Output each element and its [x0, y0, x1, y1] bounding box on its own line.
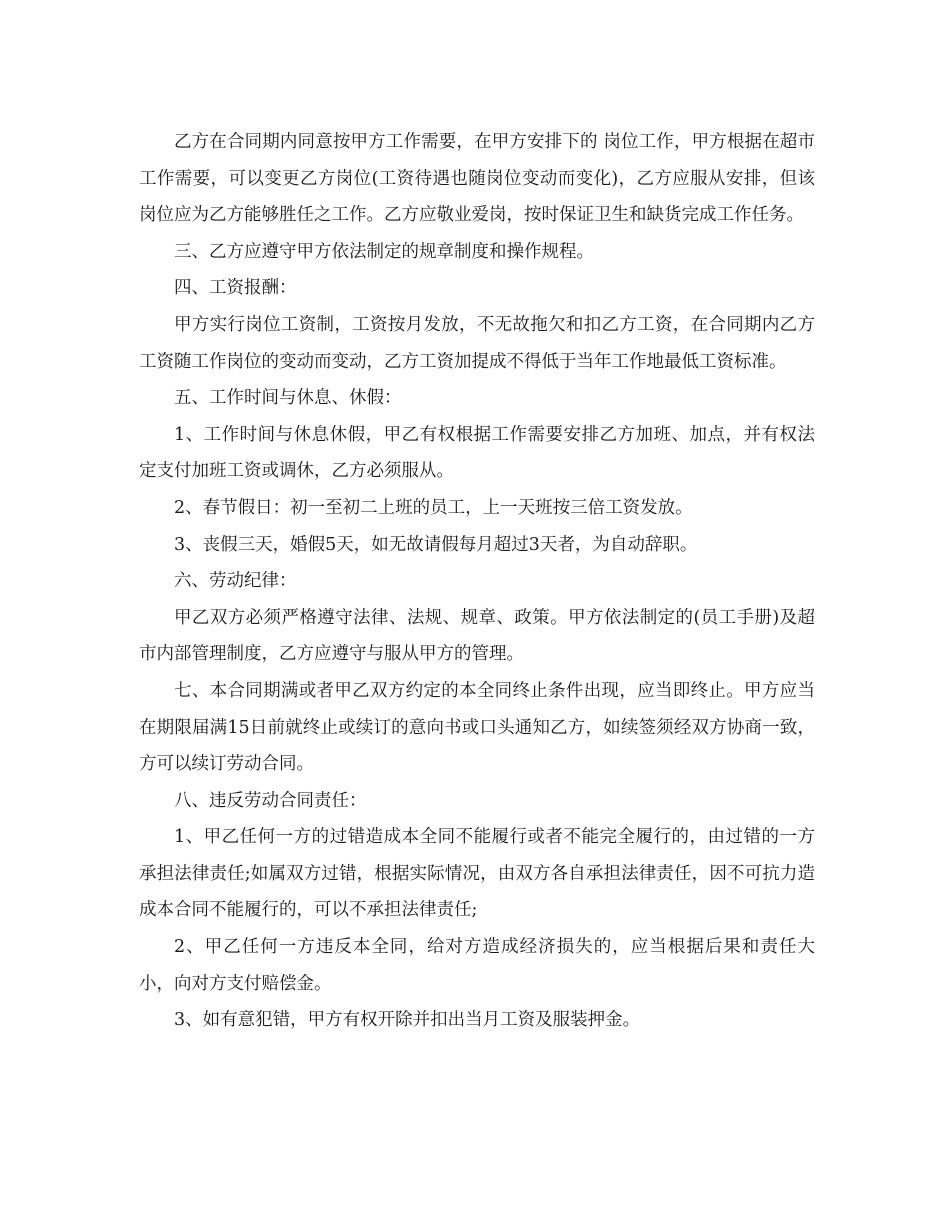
document-body: [139, 124, 815, 1039]
paragraph-liability-compensation: 2、甲乙任何一方违反本全同，给对方造成经济损失的，应当根据后果和责任大小，向对方支付赔偿金。: [139, 937, 815, 994]
paragraph-spring-festival: 2、春节假日：初一至初二上班的员工，上一天班按三倍工资发放。: [174, 497, 693, 518]
heading-breach-liability: 八、违反劳动合同责任：: [174, 790, 367, 811]
paragraph-wages: 甲方实行岗位工资制，工资按月发放，不无故拖欠和扣乙方工资，在合同期内乙方工资随工作岗位的变动而变动，乙方工资加提成不得低于当年工作地最低工资标准。: [139, 314, 815, 372]
heading-wages: 四、工资报酬：: [174, 278, 297, 299]
heading-labor-discipline: 六、劳动纪律：: [174, 571, 297, 592]
paragraph-liability-fault: 1、甲乙任何一方的过错造成本全同不能履行或者不能完全履行的，由过错的一方承担法律责任;如属双方过错，根据实际情况，由双方各自承担法律责任，因不可抗力造成本合同不能履行的，可以不承担法律责任;: [139, 827, 815, 921]
paragraph-leave: 3、丧假三天，婚假5天，如无故请假每月超过3天者，为自动辞职。: [174, 534, 698, 555]
paragraph-liability-dismissal: 3、如有意犯错，甲方有权开除并扣出当月工资及服装押金。: [174, 1010, 641, 1031]
paragraph-discipline: 甲乙双方必须严格遵守法律、法规、规章、政策。甲方依法制定的(员工手册)及超市内部管理制度，乙方应遵守与服从甲方的管理。: [139, 607, 815, 665]
paragraph-rules-compliance: 三、乙方应遵守甲方依法制定的规章制度和操作规程。: [174, 241, 594, 262]
paragraph-contract-termination: 七、本合同期满或者甲乙双方约定的本全同终止条件出现，应当即终止。甲方应当在期限届满15日前就终止或续订的意向书或口头通知乙方，如续签须经双方协商一致，方可以续订劳动合同。: [139, 680, 815, 775]
paragraph-job-assignment: 乙方在合同期内同意按甲方工作需要，在甲方安排下的 岗位工作，甲方根据在超市工作需要，可以变更乙方岗位(工资待遇也随岗位变动而变化)，乙方应服从安排，但该岗位应为乙方能够胜任之工作。乙方应敬业爱岗，按时保证卫生和缺货完成工作任务。: [139, 132, 815, 226]
paragraph-overtime: 1、工作时间与休息休假，甲乙有权根据工作需要安排乙方加班、加点，并有权法定支付加班工资或调休，乙方必须服从。: [139, 424, 815, 482]
heading-working-hours: 五、工作时间与休息、休假：: [174, 388, 402, 409]
